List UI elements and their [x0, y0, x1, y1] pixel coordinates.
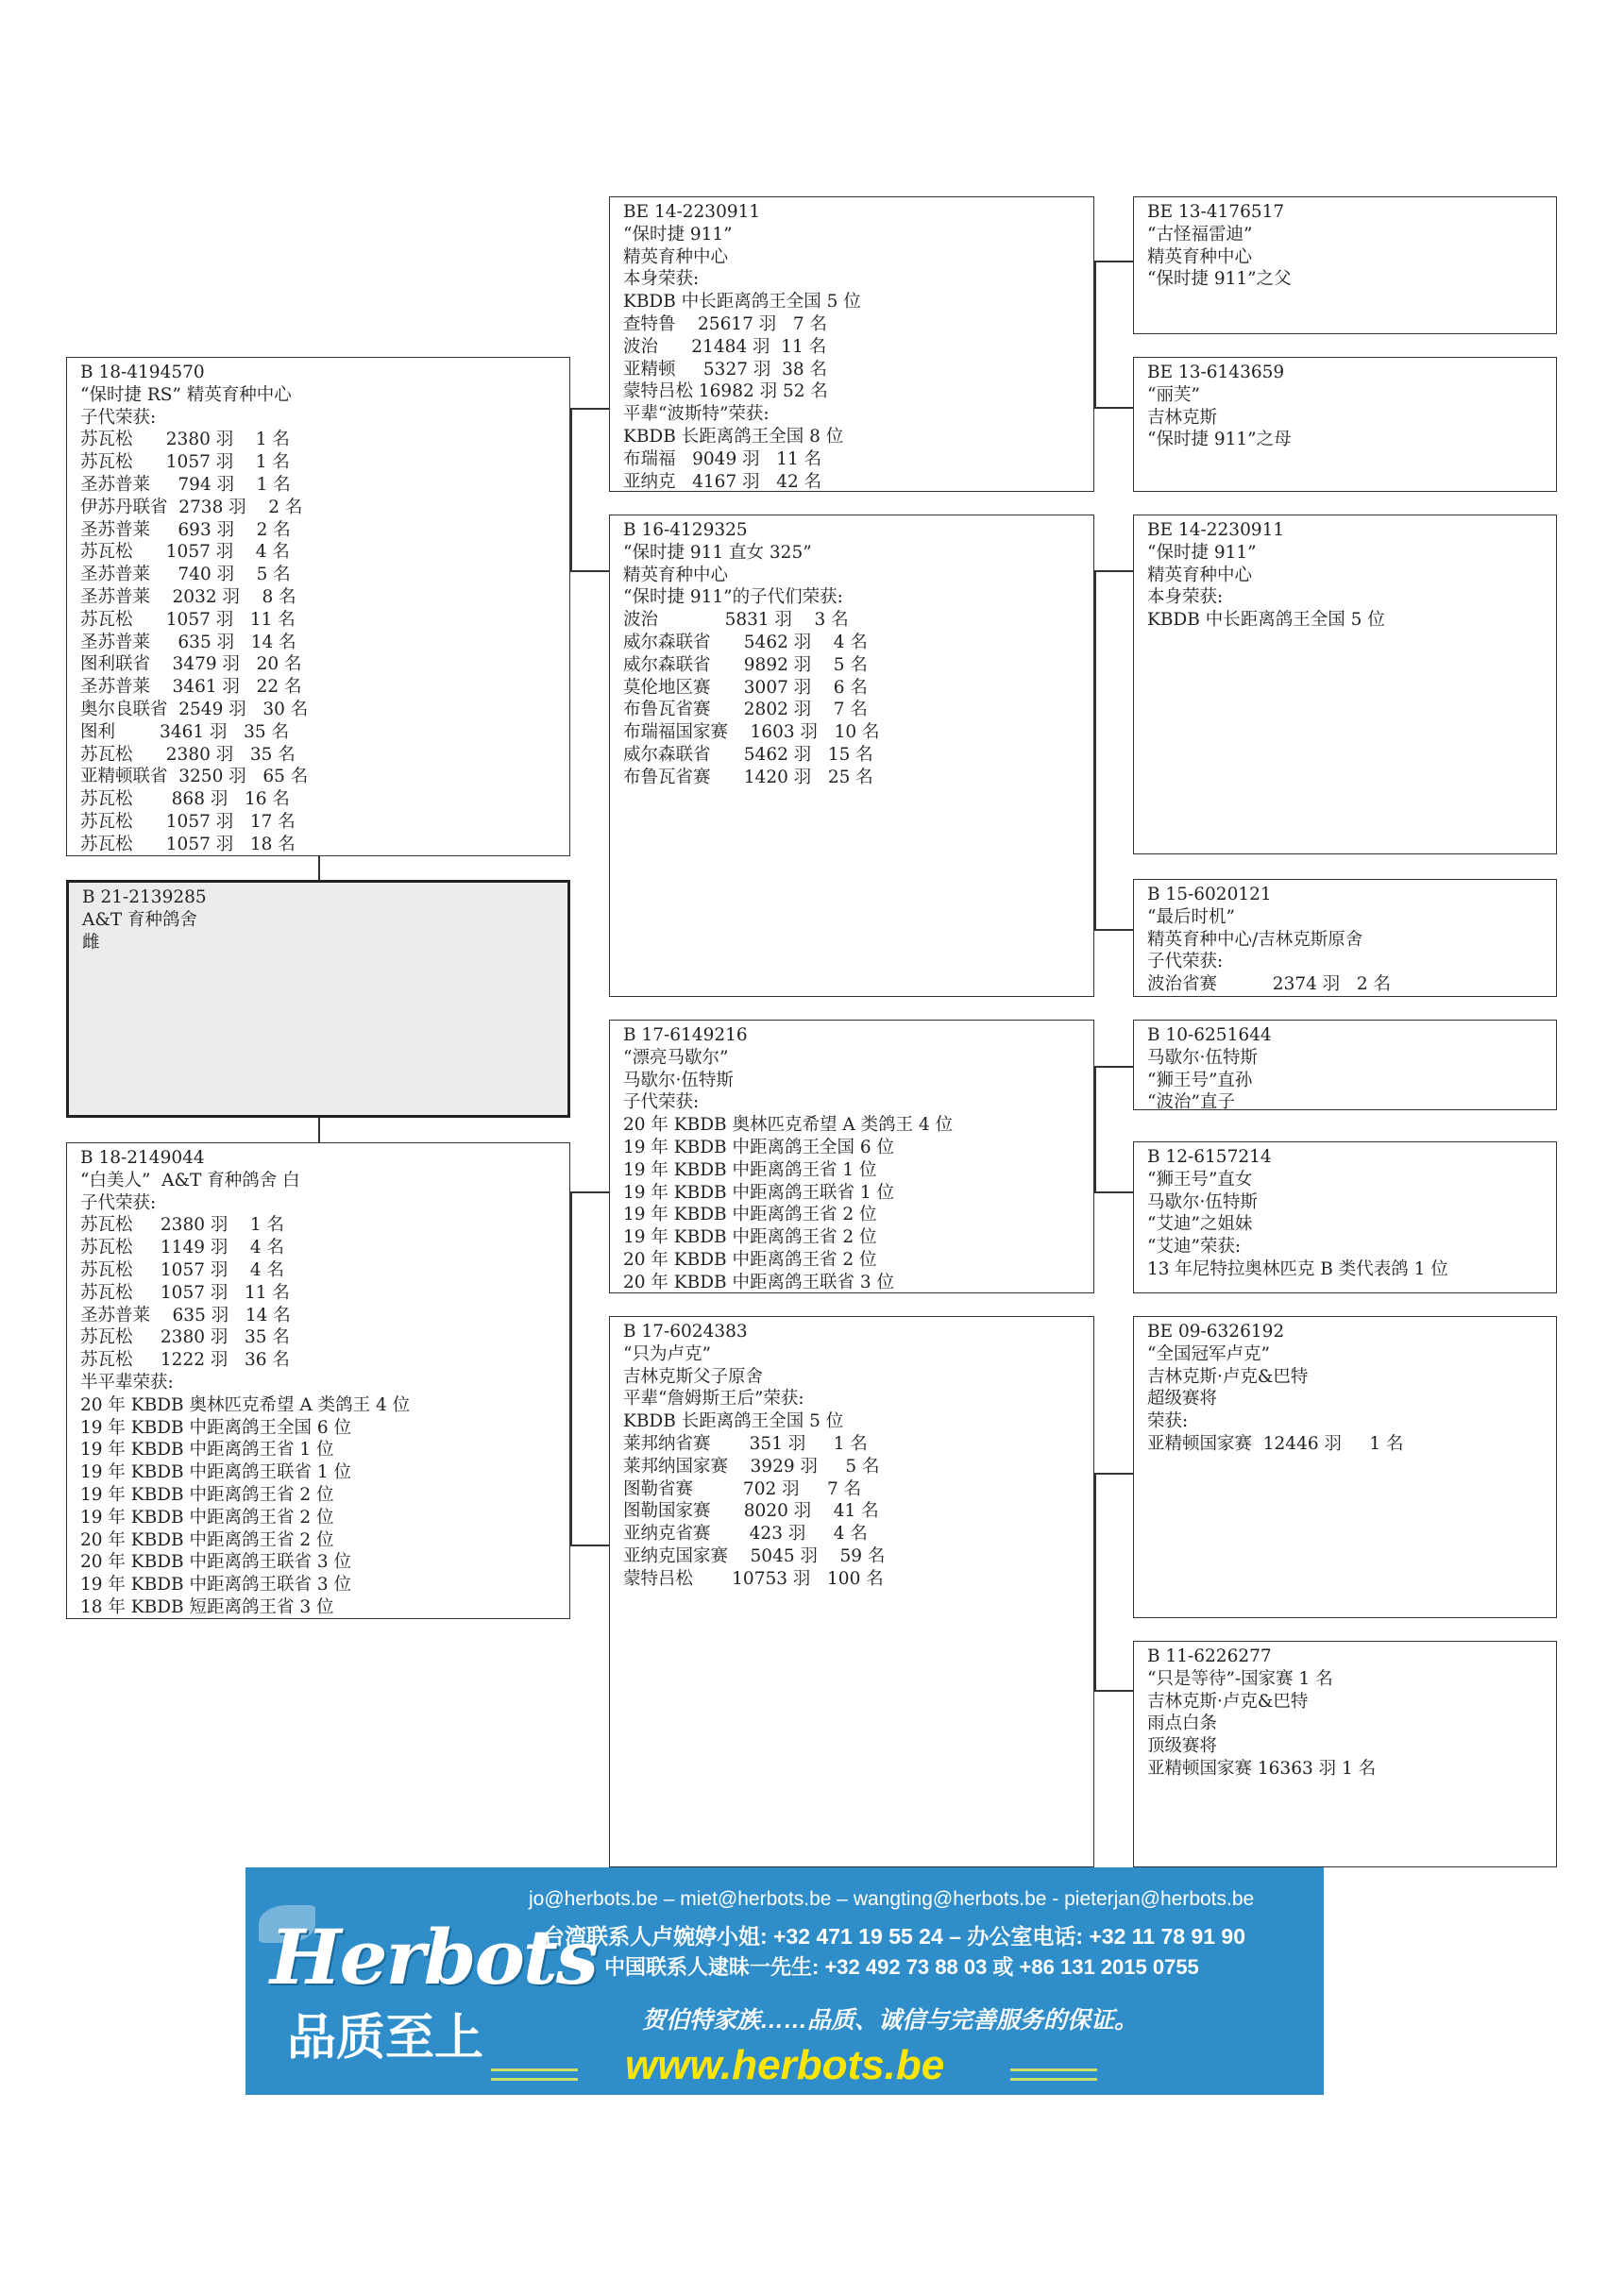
- pedigree-line: 苏瓦松 1057 羽 17 名: [80, 811, 296, 832]
- pedigree-line: 荣获:: [1147, 1411, 1189, 1432]
- pedigree-line: 图利 3461 羽 35 名: [80, 721, 290, 742]
- pedigree-line: 布瑞福国家赛 1603 羽 10 名: [623, 722, 880, 743]
- sire-sire-sire-card: [1133, 196, 1557, 334]
- pedigree-line: “丽芙”: [1147, 384, 1200, 405]
- pedigree-line: 圣苏普莱 635 羽 14 名: [80, 632, 296, 652]
- pedigree-line: 20 年 KBDB 奥林匹克希望 A 类鸽王 4 位: [623, 1115, 954, 1136]
- connector: [1094, 1191, 1133, 1193]
- pedigree-line: 精英育种中心: [623, 565, 729, 585]
- pedigree-line: 顶级赛将: [1147, 1736, 1218, 1757]
- connector: [1094, 570, 1096, 929]
- pedigree-line: “保时捷 911”: [623, 224, 733, 245]
- connector: [570, 408, 572, 570]
- pedigree-line: 超级赛将: [1147, 1389, 1218, 1410]
- connector: [318, 1118, 320, 1142]
- pedigree-line: BE 13-4176517: [1147, 202, 1285, 222]
- pedigree-line: 亚精顿国家赛 12446 羽 1 名: [1147, 1433, 1404, 1454]
- pedigree-line: 精英育种中心: [1147, 246, 1253, 267]
- pedigree-line: 莱邦纳国家赛 3929 羽 5 名: [623, 1456, 880, 1477]
- pedigree-line: 威尔森联省 5462 羽 4 名: [623, 632, 868, 652]
- pedigree-line: “最后时机”: [1147, 906, 1235, 927]
- pedigree-line: “波治”直子: [1147, 1092, 1235, 1110]
- pedigree-line: “狮王号”直女: [1147, 1169, 1253, 1190]
- pedigree-line: 20 年 KBDB 奥林匹克希望 A 类鸽王 4 位: [80, 1394, 411, 1415]
- pedigree-line: 圣苏普莱 740 羽 5 名: [80, 565, 291, 585]
- pedigree-line: 19 年 KBDB 中距离鸽王省 1 位: [80, 1440, 334, 1460]
- pedigree-line: 吉林克斯: [1147, 407, 1218, 428]
- pedigree-line: 苏瓦松 2380 羽 1 名: [80, 1215, 285, 1236]
- banner-decoration: [1010, 2068, 1097, 2081]
- pedigree-line: 威尔森联省 9892 羽 5 名: [623, 654, 868, 675]
- banner-emails[interactable]: jo@herbots.be – miet@herbots.be – wangting@herbots.be - pieterjan@herbots.be: [529, 1888, 1255, 1910]
- pedigree-line: 苏瓦松 1057 羽 1 名: [80, 452, 290, 473]
- connector: [1094, 1473, 1096, 1690]
- pedigree-line: 苏瓦松 1222 羽 36 名: [80, 1350, 290, 1371]
- pedigree-line: B 21-2139285: [82, 887, 207, 907]
- connector: [1094, 1066, 1133, 1068]
- connector: [570, 1191, 609, 1193]
- pedigree-line: 苏瓦松 1057 羽 18 名: [80, 834, 296, 854]
- pedigree-line: “保时捷 RS” 精英育种中心: [80, 384, 292, 405]
- pedigree-line: BE 14-2230911: [1147, 520, 1285, 540]
- pedigree-line: 伊苏丹联省 2738 羽 2 名: [80, 497, 303, 517]
- banner-china-contact: 中国联系人逮昧一先生: +32 492 73 88 03 或 +86 131 2015 0755: [604, 1955, 1199, 1979]
- dam-sire-card: [609, 1020, 1094, 1293]
- connector: [570, 1191, 572, 1545]
- pedigree-line: 亚纳克国家赛 5045 羽 59 名: [623, 1545, 886, 1566]
- pedigree-line: BE 14-2230911: [623, 202, 761, 222]
- pedigree-line: 圣苏普莱 693 羽 2 名: [80, 519, 291, 540]
- pedigree-line: 苏瓦松 2380 羽 35 名: [80, 1327, 290, 1348]
- connector: [1094, 261, 1133, 262]
- pedigree-line: 本身荣获:: [1147, 587, 1224, 608]
- pedigree-line: 19 年 KBDB 中距离鸽王省 2 位: [623, 1205, 877, 1225]
- pedigree-line: 本身荣获:: [623, 269, 700, 290]
- pedigree-line: B 16-4129325: [623, 520, 748, 540]
- pedigree-line: 19 年 KBDB 中距离鸽王省 2 位: [80, 1484, 334, 1505]
- pedigree-line: BE 13-6143659: [1147, 363, 1285, 382]
- pedigree-line: 布瑞福 9049 羽 11 名: [623, 448, 822, 469]
- pedigree-line: KBDB 长距离鸽王全国 8 位: [623, 426, 844, 447]
- pedigree-line: 19 年 KBDB 中距离鸽王省 1 位: [623, 1159, 877, 1180]
- pedigree-line: 图利联省 3479 羽 20 名: [80, 654, 302, 675]
- pedigree-line: 20 年 KBDB 中距离鸽王联省 3 位: [623, 1272, 895, 1292]
- pedigree-line: 20 年 KBDB 中距离鸽王联省 3 位: [80, 1552, 352, 1573]
- pedigree-line: 莫伦地区赛 3007 羽 6 名: [623, 677, 868, 698]
- pedigree-line: 波治省赛 2374 羽 2 名: [1147, 974, 1392, 995]
- pedigree-line: KBDB 长距离鸽王全国 5 位: [623, 1411, 844, 1432]
- banner-website-link[interactable]: www.herbots.be: [625, 2042, 945, 2088]
- connector: [570, 1545, 609, 1546]
- pedigree-line: 圣苏普莱 794 羽 1 名: [80, 474, 291, 495]
- sire-card: [66, 357, 570, 856]
- pedigree-line: B 12-6157214: [1147, 1147, 1272, 1167]
- pedigree-line: 吉林克斯·卢克&巴特: [1147, 1366, 1309, 1387]
- banner-slogan: 品质至上: [287, 2011, 484, 2066]
- pedigree-line: 子代荣获:: [1147, 952, 1224, 972]
- pedigree-line: 苏瓦松 1057 羽 11 名: [80, 609, 296, 630]
- connector: [1094, 1066, 1096, 1191]
- dam-sire-sire-card: [1133, 1020, 1557, 1110]
- pedigree-line: KBDB 中长距离鸽王全国 5 位: [623, 292, 861, 312]
- pedigree-line: BE 09-6326192: [1147, 1322, 1285, 1342]
- pedigree-line: 苏瓦松 2380 羽 35 名: [80, 744, 296, 765]
- dam-dam-sire-card: [1133, 1316, 1557, 1618]
- connector: [318, 856, 320, 880]
- pedigree-line: 子代荣获:: [80, 1192, 157, 1213]
- pedigree-line: A&T 育种鸽舍: [82, 909, 198, 930]
- pedigree-line: B 11-6226277: [1147, 1646, 1272, 1666]
- pedigree-line: 苏瓦松 1057 羽 11 名: [80, 1282, 290, 1303]
- pedigree-line: 平辈“詹姆斯王后”荣获:: [623, 1389, 804, 1410]
- banner-decoration: [491, 2068, 578, 2081]
- connector: [1094, 407, 1133, 409]
- sire-sire-card: [609, 196, 1094, 492]
- pedigree-line: B 18-2149044: [80, 1148, 205, 1168]
- pedigree-line: 查特鲁 25617 羽 7 名: [623, 313, 828, 334]
- pedigree-line: “保时捷 911 直女 325”: [623, 542, 812, 563]
- connector: [570, 570, 609, 572]
- pedigree-line: 19 年 KBDB 中距离鸽王联省 1 位: [80, 1462, 352, 1483]
- herbots-logo: Herbots: [270, 1913, 597, 2001]
- pedigree-line: 20 年 KBDB 中距离鸽王省 2 位: [623, 1249, 877, 1270]
- pedigree-line: 19 年 KBDB 中距离鸽王省 2 位: [623, 1227, 877, 1248]
- pedigree-line: “全国冠军卢克”: [1147, 1343, 1270, 1364]
- connector: [1094, 1473, 1133, 1475]
- pedigree-line: “狮王号”直孙: [1147, 1070, 1253, 1090]
- pedigree-line: 威尔森联省 5462 羽 15 名: [623, 744, 873, 765]
- pedigree-line: 圣苏普莱 2032 羽 8 名: [80, 586, 296, 607]
- dam-sire-dam-card: [1133, 1141, 1557, 1293]
- pedigree-line: 马歇尔·伍特斯: [1147, 1047, 1258, 1068]
- pedigree-line: 亚纳克省赛 423 羽 4 名: [623, 1524, 868, 1545]
- pedigree-line: 亚精顿国家赛 16363 羽 1 名: [1147, 1758, 1377, 1779]
- banner-taiwan-contact: 台湾联系人卢婉婷小姐: +32 471 19 55 24 – 办公室电话: +32 11 78 91 90: [543, 1924, 1246, 1949]
- pedigree-line: 苏瓦松 1057 羽 4 名: [80, 542, 290, 563]
- pedigree-line: 19 年 KBDB 中距离鸽王联省 1 位: [623, 1182, 895, 1203]
- pedigree-line: 圣苏普莱 635 羽 14 名: [80, 1305, 291, 1325]
- pedigree-line: “白美人” A&T 育种鸽舍 白: [80, 1170, 300, 1190]
- pedigree-line: 蒙特吕松 10753 羽 100 名: [623, 1568, 884, 1589]
- pedigree-line: 图勒省赛 702 羽 7 名: [623, 1478, 862, 1499]
- sire-dam-card: [609, 515, 1094, 997]
- pedigree-line: B 17-6024383: [623, 1322, 748, 1342]
- pedigree-line: 波治 21484 羽 11 名: [623, 336, 827, 357]
- dam-dam-card: [609, 1316, 1094, 1867]
- pedigree-line: B 10-6251644: [1147, 1025, 1272, 1045]
- pedigree-line: 精英育种中心: [623, 246, 729, 267]
- herbots-banner: [245, 1867, 1324, 2095]
- pedigree-line: 布鲁瓦省赛 1420 羽 25 名: [623, 767, 873, 787]
- pedigree-line: 吉林克斯父子原舍: [623, 1366, 764, 1387]
- pedigree-line: 莱邦纳省赛 351 羽 1 名: [623, 1433, 868, 1454]
- dam-dam-dam-card: [1133, 1641, 1557, 1867]
- dam-card: [66, 1142, 570, 1619]
- pedigree-line: 子代荣获:: [80, 407, 157, 428]
- pedigree-line: 马歇尔·伍特斯: [623, 1070, 734, 1090]
- pedigree-line: 波治 5831 羽 3 名: [623, 610, 849, 631]
- pedigree-line: B 17-6149216: [623, 1025, 748, 1045]
- sire-dam-sire-card: [1133, 515, 1557, 854]
- pedigree-line: 亚纳克 4167 羽 42 名: [623, 471, 822, 492]
- pedigree-line: “艾迪”荣获:: [1147, 1237, 1242, 1258]
- sire-dam-dam-card: [1133, 879, 1557, 997]
- pedigree-line: 亚精顿 5327 羽 38 名: [623, 359, 828, 380]
- connector: [1094, 261, 1096, 407]
- connector: [1094, 1690, 1133, 1692]
- pedigree-line: 平辈“波斯特”荣获:: [623, 404, 770, 425]
- pedigree-line: 19 年 KBDB 中距离鸽王省 2 位: [80, 1507, 334, 1528]
- pedigree-line: B 18-4194570: [80, 363, 205, 382]
- connector: [1094, 929, 1133, 931]
- pedigree-line: 半平辈荣获:: [80, 1372, 174, 1393]
- pedigree-line: 圣苏普莱 3461 羽 22 名: [80, 677, 302, 698]
- banner-motto: 贺伯特家族……品质、诚信与完善服务的保证。: [642, 2007, 1139, 2034]
- pedigree-line: 19 年 KBDB 中距离鸽王全国 6 位: [80, 1417, 352, 1438]
- pedigree-line: 雨点白条: [1147, 1714, 1218, 1734]
- pedigree-line: 吉林克斯·卢克&巴特: [1147, 1691, 1309, 1712]
- pedigree-line: “艾迪”之姐妹: [1147, 1214, 1253, 1235]
- pedigree-line: 蒙特吕松 16982 羽 52 名: [623, 381, 828, 402]
- pedigree-line: “保时捷 911”之母: [1147, 430, 1292, 450]
- connector: [1094, 570, 1133, 572]
- pedigree-line: 苏瓦松 868 羽 16 名: [80, 789, 290, 810]
- pedigree-line: 图勒国家赛 8020 羽 41 名: [623, 1501, 879, 1522]
- pedigree-line: “古怪福雷迪”: [1147, 224, 1253, 245]
- pedigree-line: 19 年 KBDB 中距离鸽王联省 3 位: [80, 1575, 352, 1595]
- pedigree-line: 子代荣获:: [623, 1092, 700, 1113]
- pedigree-line: 精英育种中心: [1147, 565, 1253, 585]
- sire-sire-dam-card: [1133, 357, 1557, 492]
- pedigree-line: 布鲁瓦省赛 2802 羽 7 名: [623, 700, 868, 720]
- pedigree-line: 奥尔良联省 2549 羽 30 名: [80, 699, 309, 719]
- pedigree-line: “漂亮马歇尔”: [623, 1047, 729, 1068]
- pedigree-line: 苏瓦松 1149 羽 4 名: [80, 1238, 285, 1258]
- pedigree-line: “只为卢克”: [623, 1343, 711, 1364]
- pedigree-line: 13 年尼特拉奥林匹克 B 类代表鸽 1 位: [1147, 1258, 1448, 1279]
- pedigree-line: 20 年 KBDB 中距离鸽王省 2 位: [80, 1529, 334, 1550]
- pedigree-line: 亚精顿联省 3250 羽 65 名: [80, 767, 309, 787]
- pedigree-line: 19 年 KBDB 中距离鸽王全国 6 位: [623, 1137, 895, 1157]
- pedigree-line: 雌: [82, 932, 100, 953]
- pedigree-line: KBDB 中长距离鸽王全国 5 位: [1147, 610, 1385, 631]
- subject-card: [66, 880, 570, 1118]
- pedigree-line: B 15-6020121: [1147, 885, 1272, 904]
- pedigree-line: “只是等待”-国家赛 1 名: [1147, 1668, 1333, 1689]
- pedigree-line: 苏瓦松 1057 羽 4 名: [80, 1259, 285, 1280]
- pedigree-line: “保时捷 911”: [1147, 542, 1257, 563]
- pedigree-line: “保时捷 911”之父: [1147, 269, 1292, 290]
- connector: [570, 408, 609, 410]
- pedigree-line: 18 年 KBDB 短距离鸽王省 3 位: [80, 1596, 334, 1617]
- pedigree-line: 精英育种中心/吉林克斯原舍: [1147, 929, 1363, 950]
- pedigree-line: “保时捷 911”的子代们荣获:: [623, 587, 843, 608]
- pedigree-line: 苏瓦松 2380 羽 1 名: [80, 430, 290, 450]
- pedigree-line: 马歇尔·伍特斯: [1147, 1191, 1258, 1212]
